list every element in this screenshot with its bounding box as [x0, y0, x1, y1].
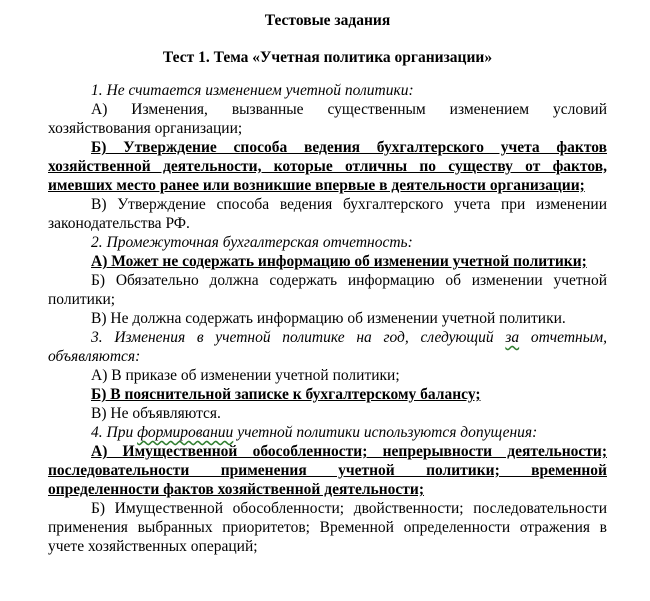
- question-3-part-3: отчетным, объявляются:: [48, 329, 607, 365]
- answer-4b: Б) Имущественной обособленности; двойственности; последовательности применения выбранных приоритетов; Временной определенности отражения в учете хозяйственных операций;: [48, 500, 607, 555]
- answer-2b: Б) Обязательно должна содержать информацию об изменении учетной политики;: [48, 272, 607, 308]
- answer-3b-correct: Б) В пояснительной записке к бухгалтерскому балансу;: [91, 386, 481, 403]
- question-4-part-3: учетной политики используются допущения:: [233, 424, 538, 441]
- question-2: 2. Промежуточная бухгалтерская отчетность:: [91, 234, 413, 251]
- answer-4a-correct: А) Имущественной обособленности; непрерывности деятельности; последовательности применения учетной политики; временной определенности фактов хозяйственной деятельности;: [48, 443, 607, 498]
- document-title: Тестовые задания: [264, 12, 391, 29]
- question-3: [48, 328, 607, 366]
- question-4-spellcheck-word: формировании: [137, 424, 234, 441]
- answer-1c: В) Утверждение способа ведения бухгалтерского учета при изменении законодательства РФ.: [48, 196, 607, 232]
- question-3-spellcheck-word: за: [505, 329, 520, 346]
- answer-1a: А) Изменения, вызванные существенным изменением условий хозяйствования организации;: [48, 101, 607, 137]
- answer-3a: А) В приказе об изменении учетной политики;: [91, 367, 400, 384]
- answer-1b-correct: Б) Утверждение способа ведения бухгалтерского учета фактов хозяйственной деятельности, которые отличны по существу от фактов, имевших место ранее или возникшие впервые в деятельности организации;: [48, 139, 607, 194]
- answer-3c: В) Не объявляются.: [91, 405, 221, 422]
- question-4: [48, 423, 607, 442]
- question-3-part-1: 3. Изменения в учетной политике на год, следующий: [91, 329, 506, 346]
- answer-2c: В) Не должна содержать информацию об изменении учетной политики.: [91, 310, 566, 327]
- document-page: [48, 0, 607, 556]
- test-title: Тест 1. Тема «Учетная политика организации»: [162, 49, 493, 66]
- answer-2a-correct: А) Может не содержать информацию об изменении учетной политики;: [91, 253, 587, 270]
- question-1: 1. Не считается изменением учетной политики:: [91, 82, 414, 99]
- question-4-part-1: 4. При: [91, 424, 138, 441]
